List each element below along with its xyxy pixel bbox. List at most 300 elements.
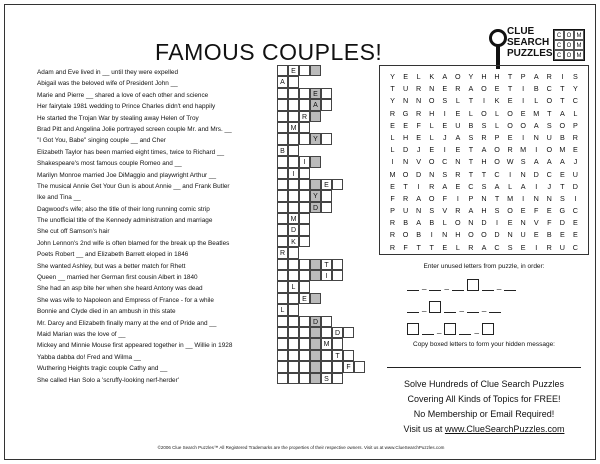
answer-cell[interactable] <box>299 327 310 338</box>
word-search-letter[interactable]: L <box>416 72 421 81</box>
word-search-letter[interactable]: N <box>429 169 435 179</box>
word-search-letter[interactable]: D <box>572 181 578 191</box>
given-letter[interactable]: R <box>277 247 288 258</box>
given-letter[interactable]: K <box>288 236 299 247</box>
word-search-letter[interactable]: S <box>507 242 513 252</box>
word-search-letter[interactable]: E <box>390 120 395 130</box>
given-letter[interactable]: R <box>299 111 310 122</box>
word-search-letter[interactable]: D <box>494 230 500 240</box>
word-search-letter[interactable]: H <box>429 108 435 118</box>
word-search-letter[interactable]: A <box>533 120 539 130</box>
letter-blank[interactable] <box>467 303 479 313</box>
word-search-letter[interactable]: I <box>535 242 538 252</box>
answer-cell[interactable] <box>277 99 288 110</box>
answer-cell[interactable] <box>299 236 310 247</box>
answer-cell[interactable] <box>277 190 288 201</box>
word-search-letter[interactable]: O <box>481 108 487 118</box>
word-search-letter[interactable]: O <box>428 193 435 203</box>
word-search-letter[interactable]: O <box>494 157 500 167</box>
given-letter[interactable]: E <box>310 88 321 99</box>
answer-cell[interactable] <box>288 247 299 258</box>
word-search-letter[interactable]: L <box>534 96 539 106</box>
word-search-letter[interactable]: E <box>573 230 578 240</box>
word-search-letter[interactable]: S <box>468 132 474 142</box>
given-letter[interactable]: D <box>310 202 321 213</box>
word-search-letter[interactable]: Y <box>573 84 578 94</box>
answer-cell[interactable] <box>288 190 299 201</box>
given-letter[interactable]: A <box>310 99 321 110</box>
word-search-letter[interactable]: B <box>546 230 552 240</box>
answer-cell[interactable] <box>288 373 299 384</box>
answer-cell[interactable] <box>277 224 288 235</box>
answer-cell[interactable] <box>310 327 321 338</box>
given-letter[interactable]: L <box>277 304 288 315</box>
word-search-letter[interactable]: I <box>522 193 525 203</box>
word-search-letter[interactable]: H <box>494 72 500 81</box>
word-search-letter[interactable]: C <box>494 169 500 179</box>
word-search-letter[interactable]: S <box>494 206 500 216</box>
word-search-letter[interactable]: R <box>572 132 578 142</box>
word-search-letter[interactable]: O <box>468 230 474 240</box>
given-letter[interactable]: E <box>299 293 310 304</box>
word-search-letter[interactable]: S <box>429 206 435 216</box>
word-search-letter[interactable]: N <box>416 96 422 106</box>
answer-cell[interactable] <box>299 338 310 349</box>
given-letter[interactable]: Y <box>310 133 321 144</box>
word-search-letter[interactable]: E <box>455 181 461 191</box>
answer-cell[interactable] <box>332 270 343 281</box>
word-search-letter[interactable]: U <box>455 120 461 130</box>
word-search-letter[interactable]: L <box>429 120 434 130</box>
word-search-letter[interactable]: S <box>481 120 487 130</box>
answer-cell[interactable] <box>277 259 288 270</box>
answer-cell[interactable] <box>277 327 288 338</box>
word-search-letter[interactable]: E <box>494 84 500 94</box>
word-search-letter[interactable]: E <box>455 108 461 118</box>
word-search-letter[interactable]: O <box>402 169 409 179</box>
answer-cell[interactable] <box>277 65 288 76</box>
word-search-letter[interactable]: E <box>520 206 526 216</box>
word-search-letter[interactable]: O <box>494 145 500 155</box>
word-search-letter[interactable]: A <box>416 193 422 203</box>
word-search-letter[interactable]: R <box>389 108 396 118</box>
word-search-letter[interactable]: G <box>559 206 566 216</box>
answer-cell[interactable] <box>288 338 299 349</box>
letter-blank[interactable] <box>429 281 441 291</box>
answer-cell[interactable] <box>299 190 310 201</box>
answer-cell[interactable] <box>288 316 299 327</box>
letter-blank[interactable] <box>407 281 419 291</box>
letter-box[interactable] <box>407 323 419 335</box>
word-search-letter[interactable]: I <box>430 230 433 240</box>
word-search-letter[interactable]: P <box>390 206 395 216</box>
word-search-letter[interactable]: I <box>509 169 512 179</box>
given-letter[interactable]: F <box>343 361 354 372</box>
word-search-letter[interactable]: N <box>455 157 461 167</box>
given-letter[interactable]: Y <box>310 190 321 201</box>
answer-cell[interactable] <box>332 361 343 372</box>
word-search-letter[interactable]: C <box>572 242 578 252</box>
word-search-letter[interactable]: E <box>559 169 565 179</box>
word-search-letter[interactable]: T <box>547 108 552 118</box>
word-search-letter[interactable]: K <box>494 96 500 106</box>
word-search-letter[interactable]: A <box>533 72 539 81</box>
word-search-letter[interactable]: I <box>574 193 577 203</box>
word-search-letter[interactable]: B <box>533 84 539 94</box>
word-search-letter[interactable]: R <box>468 242 474 252</box>
word-search-letter[interactable]: E <box>507 96 513 106</box>
answer-cell[interactable] <box>321 133 332 144</box>
word-search-letter[interactable]: M <box>507 193 514 203</box>
answer-cell[interactable] <box>310 156 321 167</box>
word-search-letter[interactable]: U <box>572 169 578 179</box>
answer-cell[interactable] <box>288 304 299 315</box>
answer-cell[interactable] <box>288 179 299 190</box>
word-search-letter[interactable]: A <box>481 242 487 252</box>
letter-box[interactable] <box>467 279 479 291</box>
answer-cell[interactable] <box>321 99 332 110</box>
answer-cell[interactable] <box>277 133 288 144</box>
word-search-letter[interactable]: D <box>559 218 565 228</box>
word-search-letter[interactable]: R <box>402 193 409 203</box>
answer-cell[interactable] <box>354 361 365 372</box>
word-search-letter[interactable]: M <box>533 108 540 118</box>
word-search-letter[interactable]: R <box>455 84 461 94</box>
given-letter[interactable]: T <box>332 350 343 361</box>
word-search-letter[interactable]: T <box>560 181 565 191</box>
word-search-letter[interactable]: A <box>546 157 552 167</box>
letter-blank[interactable] <box>459 325 471 335</box>
word-search-letter[interactable]: A <box>494 181 500 191</box>
answer-cell[interactable] <box>299 270 310 281</box>
word-search-letter[interactable]: L <box>495 108 500 118</box>
word-search-letter[interactable]: I <box>456 193 459 203</box>
word-search-letter[interactable]: H <box>481 157 487 167</box>
answer-cell[interactable] <box>277 316 288 327</box>
word-search-letter[interactable]: L <box>495 120 500 130</box>
word-search-letter[interactable]: V <box>442 206 448 216</box>
word-search-letter[interactable]: L <box>442 218 447 228</box>
letter-blank[interactable] <box>482 281 494 291</box>
word-search-letter[interactable]: R <box>481 132 487 142</box>
answer-cell[interactable] <box>332 259 343 270</box>
word-search-letter[interactable]: R <box>429 181 435 191</box>
word-search-letter[interactable]: R <box>389 230 396 240</box>
answer-cell[interactable] <box>288 293 299 304</box>
given-letter[interactable]: B <box>277 145 288 156</box>
answer-cell[interactable] <box>310 373 321 384</box>
word-search-letter[interactable]: V <box>416 157 422 167</box>
answer-cell[interactable] <box>277 122 288 133</box>
answer-cell[interactable] <box>299 259 310 270</box>
word-search-letter[interactable]: J <box>547 181 552 191</box>
word-search-letter[interactable]: T <box>507 84 513 94</box>
given-letter[interactable]: E <box>321 179 332 190</box>
word-search-letter[interactable]: E <box>403 72 408 81</box>
word-search-letter[interactable]: R <box>507 145 513 155</box>
word-search-letter[interactable]: Y <box>390 72 395 81</box>
word-search-letter[interactable]: C <box>494 242 500 252</box>
answer-cell[interactable] <box>299 65 310 76</box>
answer-cell[interactable] <box>277 361 288 372</box>
answer-cell[interactable] <box>321 202 332 213</box>
answer-cell[interactable] <box>299 88 310 99</box>
word-search-letter[interactable]: T <box>560 96 565 106</box>
answer-cell[interactable] <box>310 270 321 281</box>
answer-cell[interactable] <box>277 111 288 122</box>
word-search-letter[interactable]: O <box>546 96 553 106</box>
word-search-letter[interactable]: U <box>559 242 565 252</box>
word-search-letter[interactable]: O <box>507 206 513 216</box>
word-search-letter[interactable]: I <box>535 145 538 155</box>
word-search-letter[interactable]: E <box>403 120 408 130</box>
word-search-letter[interactable]: C <box>572 206 578 216</box>
word-search-letter[interactable]: T <box>507 72 513 81</box>
word-search-letter[interactable]: R <box>416 84 422 94</box>
word-search-letter[interactable]: R <box>546 72 552 81</box>
given-letter[interactable]: T <box>321 259 332 270</box>
word-search-letter[interactable]: G <box>402 108 409 118</box>
answer-cell[interactable] <box>310 361 321 372</box>
word-search-letter[interactable]: N <box>520 169 526 179</box>
word-search-letter[interactable]: I <box>522 132 525 142</box>
word-search-letter[interactable]: A <box>416 218 422 228</box>
word-search-letter[interactable]: A <box>442 181 448 191</box>
word-search-letter[interactable]: N <box>520 218 526 228</box>
word-search-letter[interactable]: L <box>468 108 473 118</box>
letter-blank[interactable] <box>407 303 419 313</box>
answer-cell[interactable] <box>277 168 288 179</box>
word-search-letter[interactable]: E <box>546 206 552 216</box>
answer-cell[interactable] <box>288 327 299 338</box>
given-letter[interactable]: L <box>288 281 299 292</box>
word-search-letter[interactable]: N <box>416 206 422 216</box>
word-search-letter[interactable]: N <box>481 193 487 203</box>
word-search-letter[interactable]: U <box>402 206 409 216</box>
word-search-letter[interactable]: E <box>416 132 422 142</box>
word-search-letter[interactable]: T <box>468 157 474 167</box>
word-search-letter[interactable]: L <box>455 242 460 252</box>
word-search-letter[interactable]: E <box>507 218 513 228</box>
word-search-letter[interactable]: N <box>533 132 539 142</box>
answer-cell[interactable] <box>310 65 321 76</box>
answer-cell[interactable] <box>310 338 321 349</box>
word-search-letter[interactable]: E <box>520 108 526 118</box>
answer-cell[interactable] <box>288 259 299 270</box>
answer-cell[interactable] <box>277 202 288 213</box>
letter-box[interactable] <box>429 301 441 313</box>
given-letter[interactable]: M <box>321 338 332 349</box>
answer-cell[interactable] <box>299 373 310 384</box>
word-search-letter[interactable]: C <box>572 96 578 106</box>
word-search-letter[interactable]: D <box>402 145 409 155</box>
letter-blank[interactable] <box>504 281 516 291</box>
word-search-letter[interactable]: P <box>573 120 578 130</box>
word-search-letter[interactable]: S <box>573 72 578 81</box>
given-letter[interactable]: M <box>288 122 299 133</box>
word-search-letter[interactable]: R <box>455 169 461 179</box>
word-search-letter[interactable]: T <box>390 84 395 94</box>
answer-cell[interactable] <box>288 350 299 361</box>
answer-cell[interactable] <box>277 156 288 167</box>
given-letter[interactable]: S <box>321 373 332 384</box>
word-search-letter[interactable]: E <box>455 145 461 155</box>
word-search-letter[interactable]: H <box>481 72 487 81</box>
answer-cell[interactable] <box>277 338 288 349</box>
answer-cell[interactable] <box>277 88 288 99</box>
word-search-letter[interactable]: L <box>455 96 460 106</box>
word-search-letter[interactable]: C <box>546 84 552 94</box>
word-search-letter[interactable]: R <box>416 108 422 118</box>
word-search-letter[interactable]: I <box>522 84 525 94</box>
answer-cell[interactable] <box>299 99 310 110</box>
answer-cell[interactable] <box>332 179 343 190</box>
word-search-letter[interactable]: C <box>546 169 552 179</box>
word-search-letter[interactable]: E <box>442 242 448 252</box>
word-search-letter[interactable]: O <box>428 96 435 106</box>
word-search-letter[interactable]: L <box>508 181 513 191</box>
word-search-letter[interactable]: U <box>546 132 552 142</box>
word-search-letter[interactable]: H <box>455 230 461 240</box>
answer-cell[interactable] <box>277 270 288 281</box>
word-search-letter[interactable]: I <box>522 96 525 106</box>
letter-blank[interactable] <box>452 281 464 291</box>
answer-cell[interactable] <box>310 111 321 122</box>
word-search-letter[interactable]: I <box>561 72 564 81</box>
given-letter[interactable]: D <box>310 316 321 327</box>
word-search-letter[interactable]: R <box>389 218 396 228</box>
word-search-letter[interactable]: L <box>573 108 578 118</box>
word-search-letter[interactable]: N <box>429 84 435 94</box>
answer-cell[interactable] <box>288 88 299 99</box>
answer-cell[interactable] <box>299 202 310 213</box>
letter-blank[interactable] <box>422 325 434 335</box>
word-search-letter[interactable]: O <box>455 218 461 228</box>
word-search-letter[interactable]: A <box>442 72 448 81</box>
answer-cell[interactable] <box>277 293 288 304</box>
answer-cell[interactable] <box>277 350 288 361</box>
word-search-letter[interactable]: O <box>481 84 487 94</box>
answer-cell[interactable] <box>321 350 332 361</box>
answer-cell[interactable] <box>310 293 321 304</box>
word-search-letter[interactable]: O <box>455 72 461 81</box>
word-search-letter[interactable]: T <box>416 242 421 252</box>
word-search-letter[interactable]: D <box>481 218 487 228</box>
answer-cell[interactable] <box>299 281 310 292</box>
answer-cell[interactable] <box>277 373 288 384</box>
word-search-letter[interactable]: T <box>494 193 500 203</box>
word-search-letter[interactable]: N <box>507 230 513 240</box>
word-search-letter[interactable]: N <box>533 193 539 203</box>
given-letter[interactable]: I <box>321 270 332 281</box>
hidden-message-line[interactable] <box>387 360 581 368</box>
answer-cell[interactable] <box>299 316 310 327</box>
word-search-letter[interactable]: A <box>455 132 461 142</box>
word-search-letter[interactable]: I <box>496 218 499 228</box>
given-letter[interactable]: D <box>288 224 299 235</box>
word-search-letter[interactable]: T <box>468 145 474 155</box>
word-search-letter[interactable]: S <box>559 193 565 203</box>
answer-cell[interactable] <box>288 111 299 122</box>
word-search-letter[interactable]: S <box>520 157 526 167</box>
word-search-letter[interactable]: D <box>533 169 539 179</box>
word-search-letter[interactable]: F <box>416 120 421 130</box>
word-search-letter[interactable]: O <box>481 230 487 240</box>
word-search-letter[interactable]: T <box>481 169 487 179</box>
word-search-letter[interactable]: N <box>546 193 552 203</box>
answer-cell[interactable] <box>299 350 310 361</box>
word-search-letter[interactable]: E <box>520 242 526 252</box>
answer-cell[interactable] <box>299 179 310 190</box>
word-search-letter[interactable]: N <box>442 230 448 240</box>
given-letter[interactable]: M <box>288 213 299 224</box>
word-search-letter[interactable]: B <box>468 120 474 130</box>
answer-cell[interactable] <box>288 133 299 144</box>
word-search-letter[interactable]: E <box>573 145 578 155</box>
answer-cell[interactable] <box>321 190 332 201</box>
answer-cell[interactable] <box>299 133 310 144</box>
word-search-letter[interactable]: R <box>389 242 396 252</box>
word-search-letter[interactable]: E <box>390 181 395 191</box>
word-search-letter[interactable]: E <box>559 230 565 240</box>
word-search-letter[interactable]: S <box>442 169 448 179</box>
word-search-letter[interactable]: S <box>546 120 552 130</box>
answer-cell[interactable] <box>332 373 343 384</box>
website-link[interactable]: www.ClueSearchPuzzles.com <box>444 424 565 434</box>
answer-cell[interactable] <box>321 88 332 99</box>
answer-cell[interactable] <box>288 76 299 87</box>
answer-cell[interactable] <box>288 361 299 372</box>
answer-cell[interactable] <box>343 350 354 361</box>
word-search-letter[interactable]: U <box>402 84 409 94</box>
word-search-letter[interactable]: M <box>520 145 527 155</box>
word-search-letter[interactable]: I <box>482 96 485 106</box>
word-search-letter[interactable]: F <box>403 242 408 252</box>
answer-cell[interactable] <box>299 168 310 179</box>
word-search-letter[interactable]: H <box>481 206 487 216</box>
given-letter[interactable]: E <box>288 65 299 76</box>
word-search-letter[interactable]: A <box>468 206 474 216</box>
word-search-letter[interactable]: I <box>417 181 420 191</box>
word-search-letter[interactable]: P <box>494 132 500 142</box>
word-search-letter[interactable]: N <box>402 157 409 167</box>
word-search-letter[interactable]: E <box>429 145 435 155</box>
word-search-letter[interactable]: I <box>535 181 538 191</box>
answer-cell[interactable] <box>321 327 332 338</box>
word-search-letter[interactable]: A <box>481 145 487 155</box>
word-search-letter[interactable]: F <box>442 193 447 203</box>
word-search-letter[interactable]: I <box>443 108 446 118</box>
word-search-letter[interactable]: T <box>403 181 408 191</box>
word-search-letter[interactable]: A <box>559 157 565 167</box>
word-search-letter[interactable]: Y <box>468 72 474 81</box>
answer-cell[interactable] <box>321 316 332 327</box>
word-search-letter[interactable]: L <box>429 132 434 142</box>
word-search-letter[interactable]: I <box>443 145 446 155</box>
letter-box[interactable] <box>444 323 456 335</box>
word-search-letter[interactable]: B <box>429 218 435 228</box>
word-search-letter[interactable]: Y <box>390 96 395 106</box>
word-search-letter[interactable]: W <box>506 157 514 167</box>
word-search-letter[interactable]: T <box>468 169 474 179</box>
letter-box[interactable] <box>482 323 494 335</box>
word-search-letter[interactable]: A <box>520 181 526 191</box>
word-search-letter[interactable]: V <box>533 218 539 228</box>
word-search-letter[interactable]: R <box>546 242 552 252</box>
word-search-letter[interactable]: H <box>402 132 409 142</box>
answer-cell[interactable] <box>299 361 310 372</box>
word-search-letter[interactable]: L <box>390 132 395 142</box>
